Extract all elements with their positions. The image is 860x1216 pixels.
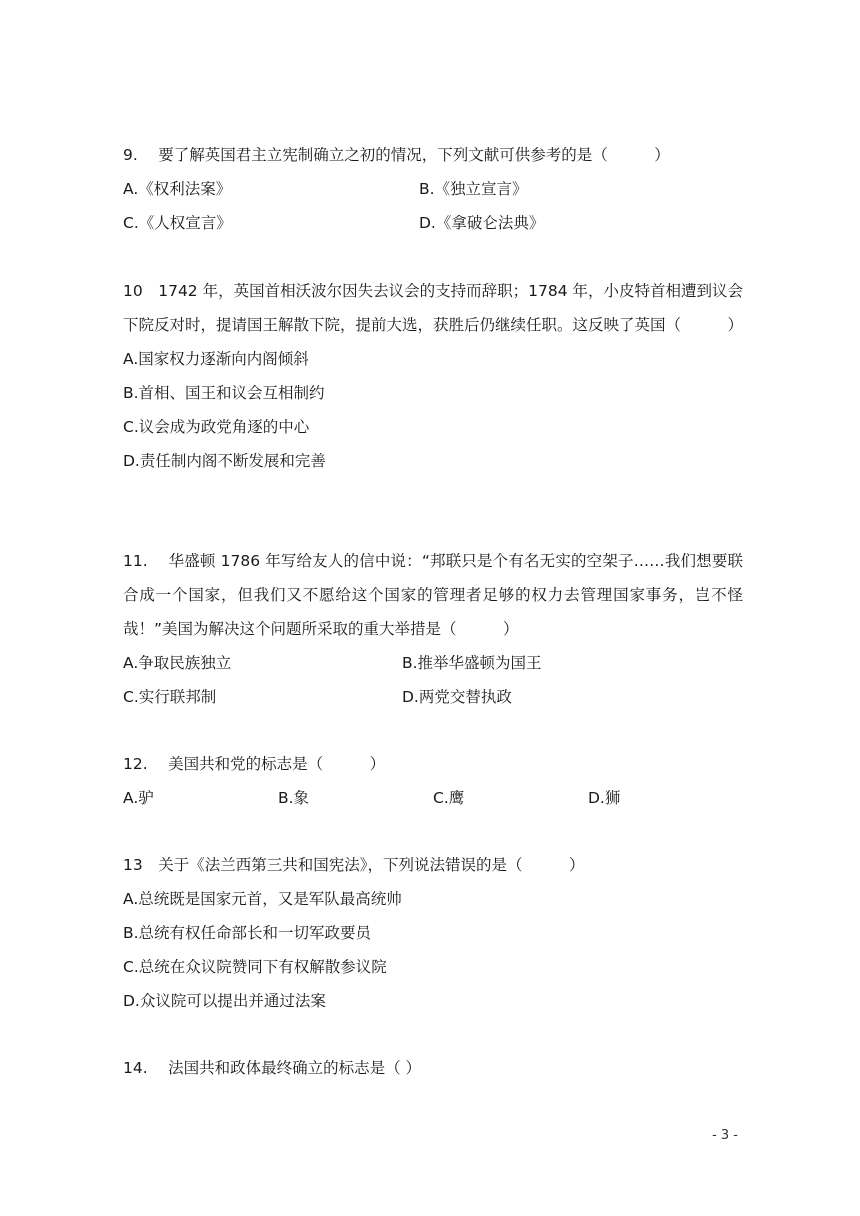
question-12 [123,747,743,815]
option-row [123,781,743,815]
option-b[interactable]: B.首相、国王和议会互相制约 [123,384,325,402]
option-a[interactable]: A.国家权力逐渐向内阁倾斜 [123,350,309,368]
option-c[interactable]: C.鹰 [433,789,465,807]
option-row [123,206,743,240]
option-d[interactable]: D.责任制内阁不断发展和完善 [123,452,326,470]
question-stem: 10 1742 年，英国首相沃波尔因失去议会的支持而辞职；1784 年，小皮特首相遭到议会下院反对时，提请国王解散下院，提前大选，获胜后仍继续任职。这反映了英国（ ） [123,282,744,334]
option-b[interactable]: B.象 [278,789,310,807]
option-a[interactable]: A.总统既是国家元首，又是军队最高统帅 [123,890,402,908]
option-d[interactable]: D.《拿破仑法典》 [419,214,545,232]
option-c[interactable]: C.实行联邦制 [123,688,217,706]
page-number: - 3 - [712,1128,738,1143]
option-a[interactable]: A.争取民族独立 [123,654,232,672]
option-c[interactable]: C.总统在众议院赞同下有权解散参议院 [123,958,387,976]
option-d[interactable]: D.两党交替执政 [402,688,512,706]
option-c[interactable]: C.议会成为政党角逐的中心 [123,418,310,436]
option-b[interactable]: B.总统有权任命部长和一切军政要员 [123,924,372,942]
question-13 [123,848,743,1018]
option-row [123,646,743,680]
question-14 [123,1051,743,1085]
option-c[interactable]: C.《人权宣言》 [123,214,232,232]
question-stem: 13 关于《法兰西第三共和国宪法》，下列说法错误的是（ ） [123,856,585,874]
option-b[interactable]: B.推举华盛顿为国王 [402,654,542,672]
option-row [123,172,743,206]
option-d[interactable]: D.众议院可以提出并通过法案 [123,992,326,1010]
question-stem: 11. 华盛顿 1786 年写给友人的信中说：“邦联只是个有名无实的空架子……我们想要联合成一个国家，但我们又不愿给这个国家的管理者足够的权力去管理国家事务，岂不怪哉！”美国为解决这个问题所采取的重大举措是（ ） [123,552,743,638]
option-a[interactable]: A.《权利法案》 [123,180,232,198]
option-a[interactable]: A.驴 [123,789,154,807]
question-stem: 14. 法国共和政体最终确立的标志是（ ） [123,1059,422,1077]
question-11 [123,544,743,714]
option-row [123,680,743,714]
option-b[interactable]: B.《独立宣言》 [419,180,528,198]
question-10 [123,274,743,478]
question-stem: 12. 美国共和党的标志是（ ） [123,755,386,773]
option-d[interactable]: D.狮 [588,789,621,807]
question-stem: 9. 要了解英国君主立宪制确立之初的情况，下列文献可供参考的是（ ） [123,146,670,164]
question-9 [123,138,743,240]
